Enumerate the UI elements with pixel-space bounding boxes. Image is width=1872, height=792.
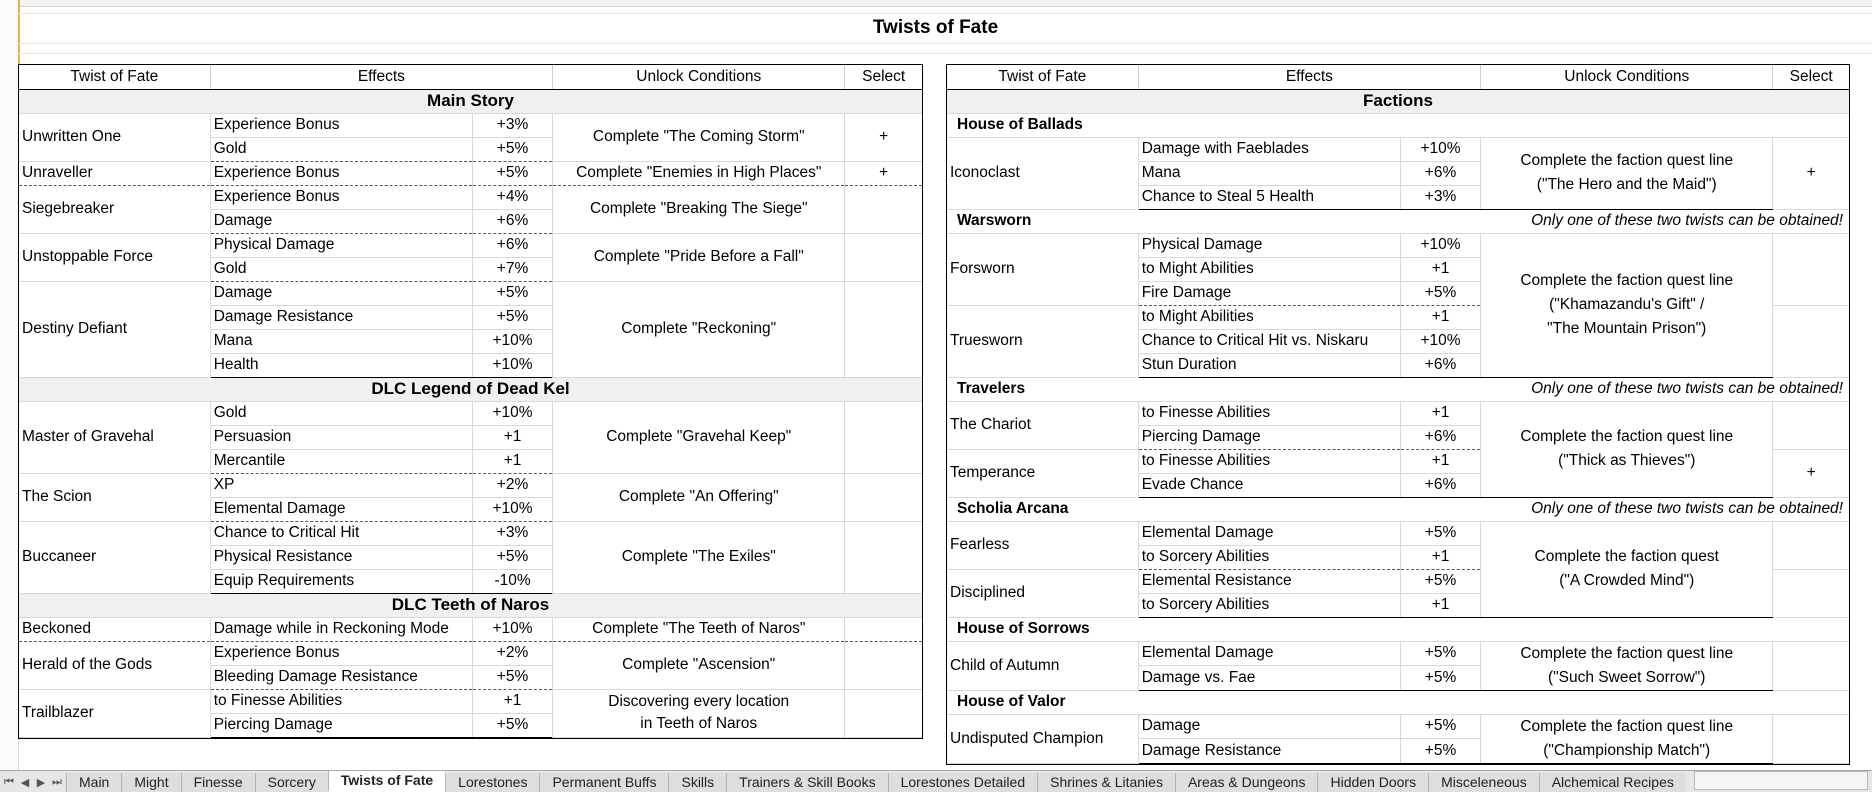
effect-name: Mercantile bbox=[210, 449, 472, 473]
select-cell[interactable] bbox=[1773, 233, 1849, 305]
effect-name: Equip Requirements bbox=[210, 569, 472, 593]
section-title: Main Story bbox=[19, 89, 922, 113]
next-sheet-icon[interactable]: ▶ bbox=[36, 776, 46, 789]
effect-value: +7% bbox=[472, 257, 552, 281]
column-header: Unlock Conditions bbox=[1481, 65, 1773, 89]
effect-value: +3% bbox=[1400, 185, 1480, 209]
unlock-condition bbox=[553, 233, 845, 281]
twist-name: Unraveller bbox=[19, 161, 210, 185]
effect-value: +6% bbox=[1400, 161, 1480, 185]
sheet-tab[interactable]: Sorcery bbox=[255, 773, 328, 792]
select-cell[interactable]: + bbox=[845, 113, 922, 161]
faction-header-row bbox=[947, 617, 1849, 641]
gridline bbox=[18, 43, 1872, 44]
unlock-text: Complete "Enemies in High Places" bbox=[576, 164, 822, 181]
effect-value: +5% bbox=[472, 305, 552, 329]
effect-name: Experience Bonus bbox=[210, 185, 472, 209]
effect-name: Chance to Critical Hit vs. Niskaru bbox=[1138, 329, 1400, 353]
effect-value: +1 bbox=[472, 449, 552, 473]
effect-value: +10% bbox=[472, 617, 552, 641]
sheet-tab[interactable]: Might bbox=[121, 773, 180, 792]
unlock-text: ("A Crowded Mind") bbox=[1559, 572, 1695, 589]
unlock-condition bbox=[553, 281, 845, 377]
unlock-text: Complete "Breaking The Siege" bbox=[589, 200, 808, 217]
unlock-condition bbox=[553, 521, 845, 593]
select-cell[interactable] bbox=[845, 401, 922, 473]
select-cell[interactable] bbox=[845, 521, 922, 593]
sheet-navigation bbox=[0, 772, 66, 792]
unlock-condition bbox=[553, 401, 845, 473]
unlock-text: Discovering every location bbox=[608, 693, 790, 710]
unlock-text: Complete the faction quest line bbox=[1520, 272, 1734, 289]
faction-note: Only one of these two twists can be obtained! bbox=[1400, 497, 1849, 521]
table-row bbox=[19, 233, 922, 257]
faction-header-row bbox=[947, 209, 1849, 233]
unlock-text: Complete "The Teeth of Naros" bbox=[592, 620, 806, 637]
twist-name: Trailblazer bbox=[19, 689, 210, 737]
unlock-condition bbox=[553, 617, 845, 641]
effect-name: to Finesse Abilities bbox=[210, 689, 472, 713]
effect-value: +1 bbox=[1400, 593, 1480, 617]
select-cell[interactable] bbox=[1773, 714, 1849, 763]
twist-name: Child of Autumn bbox=[947, 641, 1138, 690]
select-cell[interactable] bbox=[845, 689, 922, 737]
unlock-text: Complete "Reckoning" bbox=[621, 320, 777, 337]
twist-name: Unstoppable Force bbox=[19, 233, 210, 281]
twist-name: The Chariot bbox=[947, 401, 1138, 449]
twist-name: Master of Gravehal bbox=[19, 401, 210, 473]
effect-value: +2% bbox=[472, 473, 552, 497]
effect-name: Damage vs. Fae bbox=[1138, 666, 1400, 691]
select-cell[interactable] bbox=[845, 281, 922, 377]
sheet-tab[interactable]: Hidden Doors bbox=[1317, 773, 1428, 792]
twist-name: Forsworn bbox=[947, 233, 1138, 305]
effect-name: Elemental Damage bbox=[1138, 641, 1400, 666]
twist-name: Buccaneer bbox=[19, 521, 210, 593]
cell-selection-marker bbox=[0, 0, 20, 90]
select-cell[interactable] bbox=[1773, 521, 1849, 569]
effect-name: Gold bbox=[210, 401, 472, 425]
twist-name: Herald of the Gods bbox=[19, 641, 210, 689]
unlock-text: Complete "Gravehal Keep" bbox=[606, 428, 792, 445]
column-header: Twist of Fate bbox=[19, 65, 210, 89]
effect-name: Elemental Damage bbox=[210, 497, 472, 521]
effect-name: Fire Damage bbox=[1138, 281, 1400, 305]
unlock-condition bbox=[553, 113, 845, 161]
effect-value: +4% bbox=[472, 185, 552, 209]
effect-name: Mana bbox=[210, 329, 472, 353]
unlock-text: Complete the faction quest line bbox=[1520, 644, 1734, 662]
effect-value: +10% bbox=[472, 353, 552, 377]
faction-name: House of Sorrows bbox=[947, 617, 1400, 641]
table-row bbox=[19, 401, 922, 425]
table-row bbox=[19, 281, 922, 305]
effect-name: Damage Resistance bbox=[210, 305, 472, 329]
effect-value: +5% bbox=[1400, 521, 1480, 545]
effect-name: Chance to Steal 5 Health bbox=[1138, 185, 1400, 209]
effect-name: Damage while in Reckoning Mode bbox=[210, 617, 472, 641]
effect-value: -10% bbox=[472, 569, 552, 593]
faction-header-row bbox=[947, 377, 1849, 401]
last-sheet-icon[interactable]: ⏭ bbox=[52, 775, 62, 788]
twist-name: Iconoclast bbox=[947, 137, 1138, 209]
sheet-tab[interactable]: Twists of Fate bbox=[328, 771, 445, 792]
faction-name: House of Ballads bbox=[947, 113, 1400, 137]
unlock-text: Complete "Pride Before a Fall" bbox=[593, 248, 804, 265]
first-sheet-icon[interactable]: ⏮ bbox=[4, 775, 14, 788]
select-cell[interactable] bbox=[845, 185, 922, 233]
unlock-text: ("Thick as Thieves") bbox=[1558, 452, 1696, 469]
table-row bbox=[19, 641, 922, 665]
effect-value: +5% bbox=[1400, 666, 1480, 691]
section-row bbox=[19, 89, 922, 113]
effect-name: Elemental Damage bbox=[1138, 521, 1400, 545]
unlock-text: Complete the faction quest bbox=[1534, 548, 1719, 565]
twist-name: Temperance bbox=[947, 449, 1138, 497]
faction-note bbox=[1400, 113, 1849, 137]
effect-name: to Might Abilities bbox=[1138, 305, 1400, 329]
prev-sheet-icon[interactable]: ◀ bbox=[20, 776, 30, 789]
effect-name: XP bbox=[210, 473, 472, 497]
unlock-condition bbox=[1481, 401, 1773, 497]
horizontal-scrollbar[interactable] bbox=[1694, 771, 1868, 790]
faction-name: Scholia Arcana bbox=[947, 497, 1400, 521]
select-cell[interactable]: + bbox=[845, 161, 922, 185]
unlock-text: "The Mountain Prison") bbox=[1547, 320, 1707, 337]
table-row bbox=[19, 473, 922, 497]
effect-name: to Finesse Abilities bbox=[1138, 401, 1400, 425]
section-row bbox=[19, 593, 922, 617]
table-row bbox=[947, 714, 1849, 739]
effect-value: +6% bbox=[1400, 473, 1480, 497]
effect-name: Evade Chance bbox=[1138, 473, 1400, 497]
effect-name: Persuasion bbox=[210, 425, 472, 449]
section-title: DLC Legend of Dead Kel bbox=[19, 377, 922, 401]
effect-name: to Sorcery Abilities bbox=[1138, 545, 1400, 569]
effect-value: +6% bbox=[472, 209, 552, 233]
effect-name: to Finesse Abilities bbox=[1138, 449, 1400, 473]
select-cell[interactable] bbox=[845, 473, 922, 521]
column-header: Select bbox=[845, 65, 922, 89]
effect-value: +1 bbox=[1400, 545, 1480, 569]
unlock-text: Complete "The Coming Storm" bbox=[592, 128, 805, 145]
table-row bbox=[19, 113, 922, 137]
twist-name: Beckoned bbox=[19, 617, 210, 641]
effect-name: Experience Bonus bbox=[210, 161, 472, 185]
select-cell[interactable]: + bbox=[1773, 137, 1849, 209]
table-row bbox=[947, 233, 1849, 257]
table-row bbox=[19, 161, 922, 185]
section-row bbox=[19, 377, 922, 401]
column-header: Effects bbox=[210, 65, 552, 89]
unlock-text: in Teeth of Naros bbox=[640, 715, 758, 732]
table-row bbox=[19, 617, 922, 641]
sheet-tab[interactable]: Shrines & Litanies bbox=[1037, 773, 1175, 792]
table-row bbox=[947, 137, 1849, 161]
twist-name: Undisputed Champion bbox=[947, 714, 1138, 763]
effect-value: +1 bbox=[1400, 449, 1480, 473]
unlock-text: Complete "The Exiles" bbox=[621, 548, 776, 565]
effect-value: +3% bbox=[472, 113, 552, 137]
effect-name: Piercing Damage bbox=[210, 713, 472, 737]
effect-name: Gold bbox=[210, 257, 472, 281]
effect-value: +10% bbox=[1400, 137, 1480, 161]
effect-value: +5% bbox=[472, 281, 552, 305]
unlock-text: ("The Hero and the Maid") bbox=[1536, 176, 1717, 193]
select-cell[interactable] bbox=[1773, 305, 1849, 377]
effect-value: +10% bbox=[472, 497, 552, 521]
unlock-text: Complete "Ascension" bbox=[622, 656, 776, 673]
select-cell[interactable] bbox=[1773, 401, 1849, 449]
unlock-condition bbox=[1481, 137, 1773, 209]
faction-note: Only one of these two twists can be obtained! bbox=[1400, 209, 1849, 233]
effect-value: +6% bbox=[1400, 425, 1480, 449]
effect-name: Physical Resistance bbox=[210, 545, 472, 569]
select-cell[interactable] bbox=[845, 617, 922, 641]
table-row bbox=[19, 689, 922, 713]
effect-name: Damage Resistance bbox=[1138, 739, 1400, 764]
sheet-tab[interactable]: Areas & Dungeons bbox=[1175, 773, 1318, 792]
effect-value: +1 bbox=[472, 689, 552, 713]
effect-value: +5% bbox=[472, 713, 552, 737]
effect-value: +10% bbox=[1400, 329, 1480, 353]
effect-name: Damage bbox=[210, 281, 472, 305]
effect-value: +5% bbox=[1400, 739, 1480, 764]
twist-name: Unwritten One bbox=[19, 113, 210, 161]
sheet-tab[interactable]: Main bbox=[66, 773, 121, 792]
section-title: DLC Teeth of Naros bbox=[19, 593, 922, 617]
effect-value: +10% bbox=[472, 401, 552, 425]
effect-name: Chance to Critical Hit bbox=[210, 521, 472, 545]
table-row bbox=[19, 521, 922, 545]
effect-name: Experience Bonus bbox=[210, 641, 472, 665]
unlock-condition bbox=[553, 689, 845, 737]
table-row bbox=[947, 401, 1849, 425]
effect-name: Gold bbox=[210, 137, 472, 161]
effect-value: +2% bbox=[472, 641, 552, 665]
unlock-text: Complete the faction quest line bbox=[1520, 717, 1734, 735]
effect-value: +3% bbox=[472, 521, 552, 545]
effect-value: +10% bbox=[472, 329, 552, 353]
unlock-condition bbox=[1481, 641, 1773, 690]
sheet-tab-bar bbox=[0, 770, 1872, 792]
effect-name: Mana bbox=[1138, 161, 1400, 185]
effect-name: Physical Damage bbox=[210, 233, 472, 257]
effect-value: +5% bbox=[1400, 714, 1480, 739]
section-row bbox=[947, 89, 1849, 113]
select-cell[interactable] bbox=[845, 233, 922, 281]
select-cell[interactable] bbox=[1773, 641, 1849, 690]
unlock-condition bbox=[553, 185, 845, 233]
select-cell[interactable] bbox=[1773, 569, 1849, 617]
effect-value: +5% bbox=[1400, 281, 1480, 305]
faction-header-row bbox=[947, 497, 1849, 521]
column-header: Unlock Conditions bbox=[553, 65, 845, 89]
effect-name: Damage bbox=[210, 209, 472, 233]
twist-name: The Scion bbox=[19, 473, 210, 521]
effect-value: +1 bbox=[1400, 257, 1480, 281]
column-header: Effects bbox=[1138, 65, 1480, 89]
unlock-condition bbox=[1481, 521, 1773, 617]
factions-table bbox=[946, 64, 1850, 765]
unlock-text: ("Khamazandu's Gift" / bbox=[1549, 296, 1705, 313]
sheet-tab[interactable]: Misceleneous bbox=[1428, 773, 1539, 792]
table-row bbox=[19, 185, 922, 209]
effect-name: to Sorcery Abilities bbox=[1138, 593, 1400, 617]
effect-value: +10% bbox=[1400, 233, 1480, 257]
effect-value: +1 bbox=[1400, 305, 1480, 329]
twist-name: Truesworn bbox=[947, 305, 1138, 377]
column-header-strip bbox=[0, 0, 1872, 7]
table-row bbox=[947, 521, 1849, 545]
unlock-text: ("Championship Match") bbox=[1543, 741, 1711, 759]
sheet-tab[interactable]: Finesse bbox=[181, 773, 255, 792]
faction-note bbox=[1400, 617, 1849, 641]
row-header-strip bbox=[0, 0, 19, 770]
effect-name: to Might Abilities bbox=[1138, 257, 1400, 281]
twist-name: Destiny Defiant bbox=[19, 281, 210, 377]
sheet-tab[interactable]: Trainers & Skill Books bbox=[726, 773, 887, 792]
effect-value: +5% bbox=[1400, 569, 1480, 593]
effect-name: Bleeding Damage Resistance bbox=[210, 665, 472, 689]
unlock-condition bbox=[1481, 714, 1773, 763]
table-row bbox=[947, 641, 1849, 666]
effect-name: Health bbox=[210, 353, 472, 377]
effect-name: Elemental Resistance bbox=[1138, 569, 1400, 593]
effect-name: Experience Bonus bbox=[210, 113, 472, 137]
effect-value: +5% bbox=[472, 161, 552, 185]
faction-note: Only one of these two twists can be obtained! bbox=[1400, 377, 1849, 401]
unlock-text: ("Such Sweet Sorrow") bbox=[1548, 668, 1706, 686]
select-cell[interactable] bbox=[845, 641, 922, 689]
sheet-tab[interactable]: Permanent Buffs bbox=[539, 773, 668, 792]
unlock-condition bbox=[553, 641, 845, 689]
section-title: Factions bbox=[947, 89, 1849, 113]
effect-name: Physical Damage bbox=[1138, 233, 1400, 257]
unlock-text: Complete "An Offering" bbox=[618, 488, 779, 505]
page-title: Twists of Fate bbox=[872, 17, 999, 38]
unlock-text: Complete the faction quest line bbox=[1520, 428, 1734, 445]
sheet-tab[interactable]: Lorestones bbox=[445, 773, 539, 792]
sheet-tab[interactable]: Skills bbox=[668, 773, 726, 792]
faction-header-row bbox=[947, 113, 1849, 137]
sheet-tab[interactable]: Alchemical Recipes bbox=[1539, 773, 1686, 792]
twist-name: Siegebreaker bbox=[19, 185, 210, 233]
effect-name: Damage bbox=[1138, 714, 1400, 739]
faction-header-row bbox=[947, 690, 1849, 714]
effect-value: +1 bbox=[472, 425, 552, 449]
effect-value: +5% bbox=[1400, 641, 1480, 666]
faction-name: Warsworn bbox=[947, 209, 1400, 233]
unlock-condition bbox=[553, 473, 845, 521]
unlock-condition bbox=[1481, 233, 1773, 377]
effect-value: +1 bbox=[1400, 401, 1480, 425]
sheet-tab[interactable]: Lorestones Detailed bbox=[888, 773, 1038, 792]
faction-note bbox=[1400, 690, 1849, 714]
effect-value: +6% bbox=[472, 233, 552, 257]
column-header: Twist of Fate bbox=[947, 65, 1138, 89]
faction-name: Travelers bbox=[947, 377, 1400, 401]
effect-value: +5% bbox=[472, 545, 552, 569]
column-header: Select bbox=[1773, 65, 1849, 89]
faction-name: House of Valor bbox=[947, 690, 1400, 714]
effect-name: Stun Duration bbox=[1138, 353, 1400, 377]
twist-name: Fearless bbox=[947, 521, 1138, 569]
effect-name: Damage with Faeblades bbox=[1138, 137, 1400, 161]
sheet-tabs bbox=[66, 771, 1686, 792]
twist-name: Disciplined bbox=[947, 569, 1138, 617]
select-cell[interactable]: + bbox=[1773, 449, 1849, 497]
effect-name: Piercing Damage bbox=[1138, 425, 1400, 449]
effect-value: +5% bbox=[472, 137, 552, 161]
effect-value: +6% bbox=[1400, 353, 1480, 377]
unlock-text: Complete the faction quest line bbox=[1520, 152, 1734, 169]
unlock-condition bbox=[553, 161, 845, 185]
effect-value: +5% bbox=[472, 665, 552, 689]
main-story-table bbox=[18, 64, 923, 739]
gridline bbox=[18, 53, 1872, 54]
